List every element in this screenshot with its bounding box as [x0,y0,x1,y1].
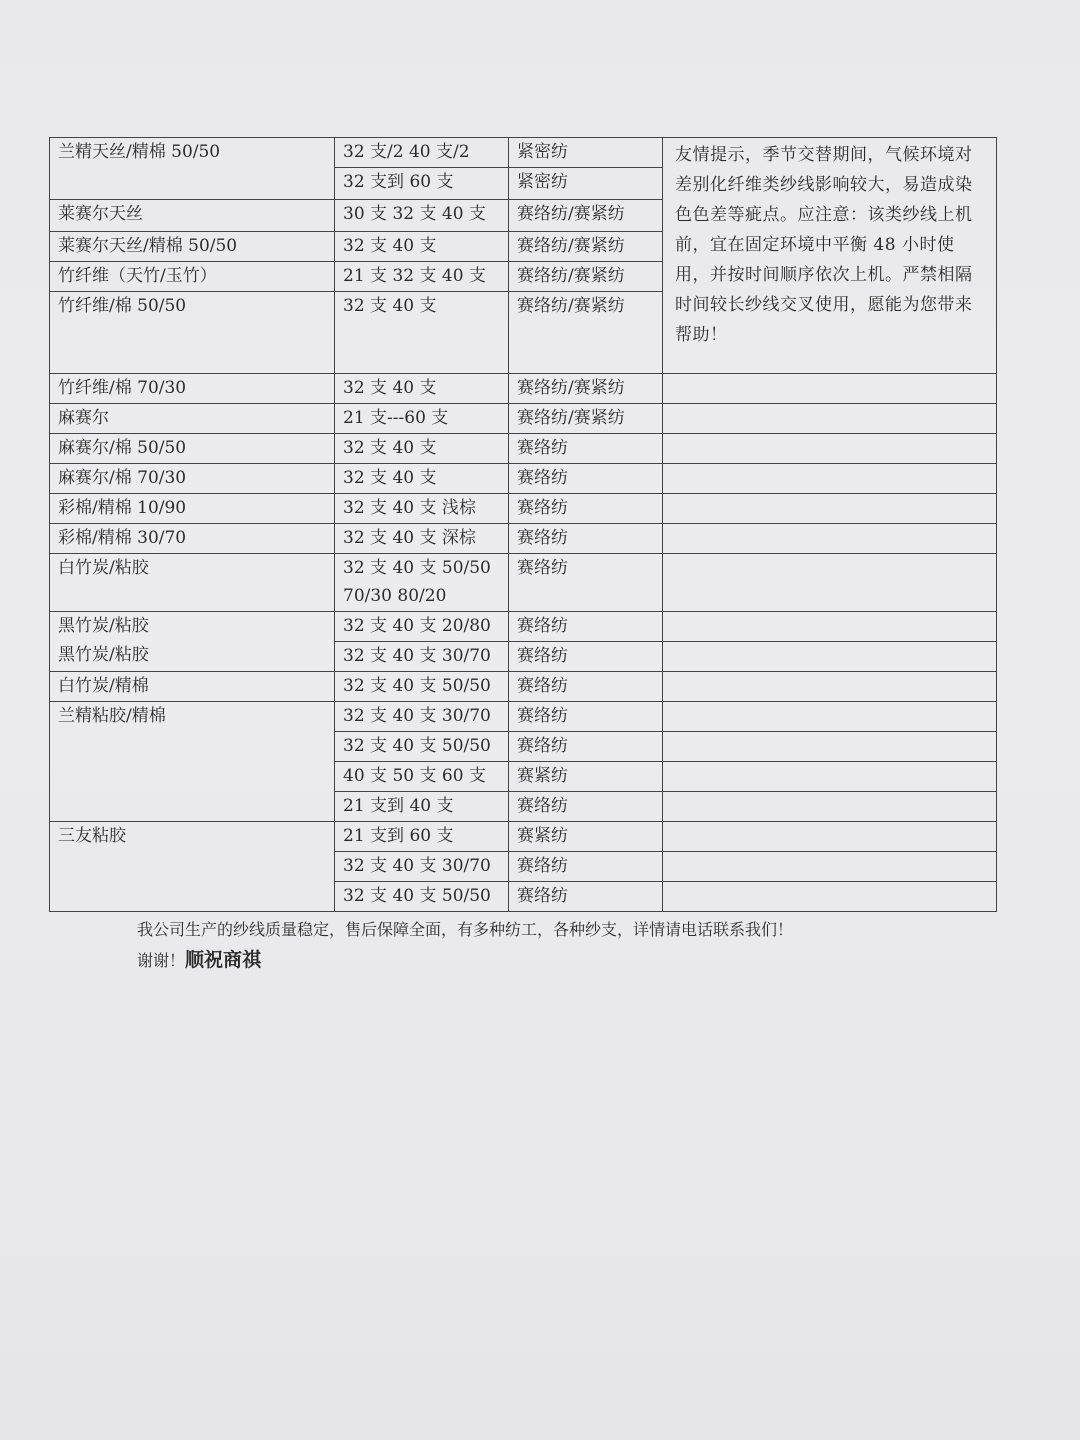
material-line: 黑竹炭/粘胶 [58,645,149,665]
count-cell: 32 支 40 支 [335,464,509,494]
table-row [50,822,997,852]
count-cell: 40 支 50 支 60 支 [335,762,509,792]
empty-cell [663,524,997,554]
count-cell: 21 支 32 支 40 支 [335,262,509,292]
count-cell: 30 支 32 支 40 支 [335,200,509,232]
count-cell: 32 支 40 支 [335,292,509,374]
empty-cell [663,404,997,434]
count-cell: 32 支 40 支 50/50 [335,672,509,702]
thanks-text: 谢谢！ [137,951,186,970]
empty-cell [663,702,997,732]
spinning-cell: 赛络纺/赛紧纺 [509,262,663,292]
count-cell: 21 支---60 支 [335,404,509,434]
table-row [50,702,997,732]
spinning-cell: 紧密纺 [509,138,663,168]
material-cell: 兰精粘胶/精棉 [50,702,335,822]
material-cell: 竹纤维/棉 70/30 [50,374,335,404]
spinning-cell: 赛络纺 [509,554,663,612]
table-row [50,464,997,494]
spinning-cell: 赛紧纺 [509,822,663,852]
closing-text: 顺祝商祺 [185,949,262,971]
empty-cell [663,792,997,822]
spinning-cell: 赛络纺 [509,702,663,732]
spinning-cell: 赛络纺/赛紧纺 [509,232,663,262]
material-cell: 麻赛尔/棉 70/30 [50,464,335,494]
material-cell: 白竹炭/精棉 [50,672,335,702]
empty-cell [663,762,997,792]
count-cell: 32 支 40 支 [335,374,509,404]
spinning-cell: 赛络纺 [509,642,663,672]
material-cell: 兰精天丝/精棉 50/50 [50,138,335,200]
material-cell: 麻赛尔/棉 50/50 [50,434,335,464]
material-cell: 白竹炭/粘胶 [50,554,335,612]
table-row [50,138,997,168]
empty-cell [663,554,997,612]
spinning-cell: 赛络纺 [509,494,663,524]
count-cell: 32 支 40 支 30/70 [335,642,509,672]
count-cell: 32 支 40 支 深棕 [335,524,509,554]
empty-cell [663,852,997,882]
empty-cell [663,374,997,404]
footer-closing [137,945,793,976]
empty-cell [663,464,997,494]
count-cell: 32 支 40 支 20/80 [335,612,509,642]
spinning-cell: 赛络纺 [509,524,663,554]
footer [137,915,793,976]
material-cell: 彩棉/精棉 10/90 [50,494,335,524]
empty-cell [663,612,997,642]
material-line: 黑竹炭/粘胶 [58,616,149,636]
spinning-cell: 赛络纺/赛紧纺 [509,292,663,374]
count-line: 70/30 80/20 [343,586,447,606]
spinning-cell: 紧密纺 [509,168,663,200]
empty-cell [663,642,997,672]
empty-cell [663,494,997,524]
count-cell: 21 支到 60 支 [335,822,509,852]
count-cell: 32 支 40 支 50/50 [335,882,509,912]
spinning-cell: 赛络纺 [509,464,663,494]
table-row [50,374,997,404]
count-cell: 32 支 40 支 50/50 [335,732,509,762]
spinning-cell: 赛络纺 [509,852,663,882]
material-cell: 莱赛尔天丝 [50,200,335,232]
empty-cell [663,822,997,852]
spinning-cell: 赛络纺 [509,672,663,702]
material-cell: 三友粘胶 [50,822,335,912]
material-cell: 莱赛尔天丝/精棉 50/50 [50,232,335,262]
count-line: 32 支 40 支 50/50 [343,558,491,578]
count-cell: 32 支 40 支 [335,434,509,464]
material-cell: 竹纤维（天竹/玉竹） [50,262,335,292]
material-cell: 麻赛尔 [50,404,335,434]
table-row [50,404,997,434]
table-row [50,672,997,702]
count-cell: 32 支 40 支 浅棕 [335,494,509,524]
count-cell: 32 支/2 40 支/2 [335,138,509,168]
spinning-cell: 赛络纺 [509,612,663,642]
material-cell: 彩棉/精棉 30/70 [50,524,335,554]
table-row [50,554,997,612]
count-cell: 32 支 40 支 30/70 [335,702,509,732]
spinning-cell: 赛络纺 [509,434,663,464]
footer-statement: 我公司生产的纱线质量稳定，售后保障全面，有多种纺工，各种纱支，详情请电话联系我们！ [137,920,794,939]
material-cell: 竹纤维/棉 50/50 [50,292,335,374]
count-cell: 21 支到 40 支 [335,792,509,822]
table-row [50,524,997,554]
count-cell: 32 支 40 支 30/70 [335,852,509,882]
spinning-cell: 赛络纺 [509,882,663,912]
empty-cell [663,882,997,912]
yarn-product-table [49,137,997,912]
empty-cell [663,672,997,702]
count-cell: 32 支 40 支 [335,232,509,262]
spinning-cell: 赛络纺/赛紧纺 [509,200,663,232]
spinning-cell: 赛络纺 [509,732,663,762]
friendly-reminder-note: 友情提示，季节交替期间，气候环境对差别化纤维类纱线影响较大，易造成染色色差等疵点。应注意：该类纱线上机前，宜在固定环境中平衡 48 小时使用，并按时间顺序依次上机。严禁相隔时间较长纱线交叉使用，愿能为您带来帮助！ [663,138,997,374]
count-cell [335,554,509,612]
table-row [50,494,997,524]
spinning-cell: 赛紧纺 [509,762,663,792]
spinning-cell: 赛络纺/赛紧纺 [509,404,663,434]
count-cell: 32 支到 60 支 [335,168,509,200]
empty-cell [663,732,997,762]
spinning-cell: 赛络纺 [509,792,663,822]
material-cell [50,612,335,672]
spinning-cell: 赛络纺/赛紧纺 [509,374,663,404]
table-row [50,612,997,642]
empty-cell [663,434,997,464]
table-row [50,434,997,464]
